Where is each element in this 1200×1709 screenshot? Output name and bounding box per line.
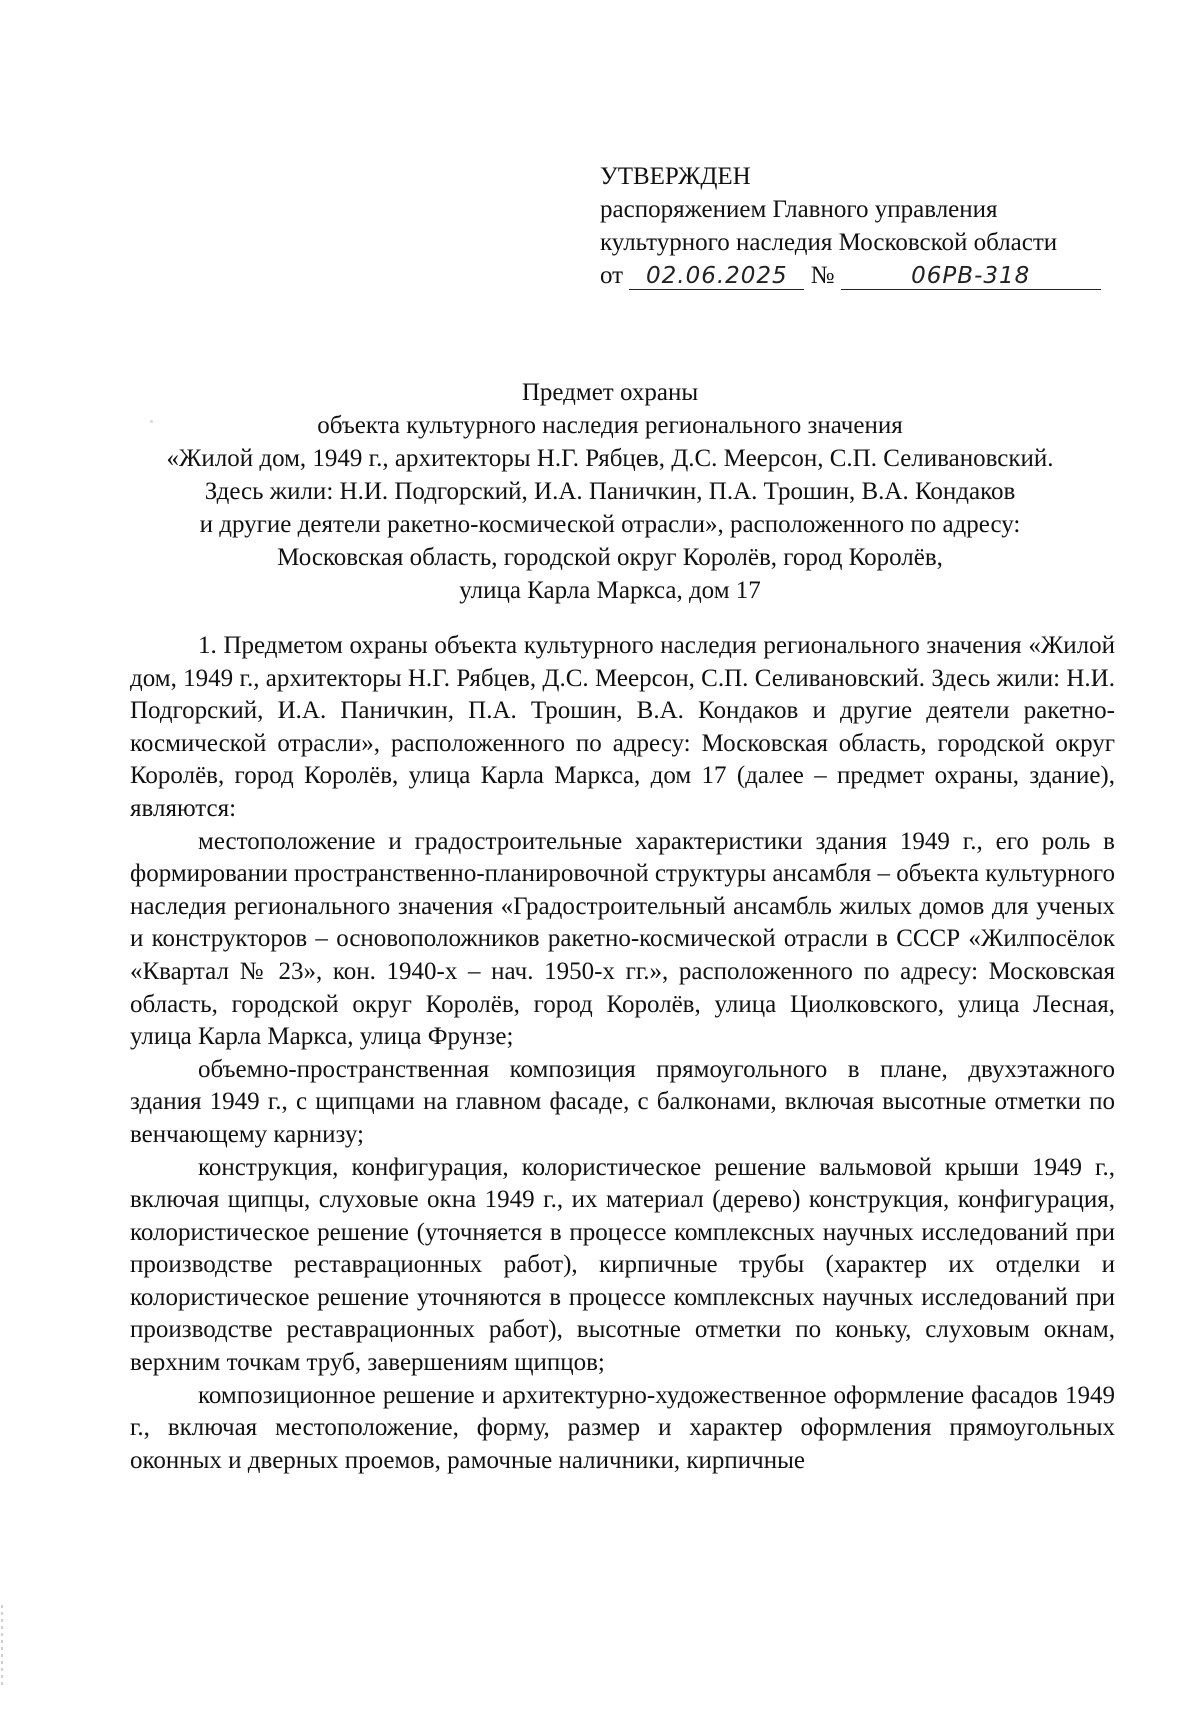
approval-line-2: культурного наследия Московской области [600, 229, 1058, 256]
title-line: улица Карла Маркса, дом 17 [459, 577, 761, 604]
approval-block [600, 160, 1100, 292]
title-line: Здесь жили: Н.И. Подгорский, И.А. Паничкин, П.А. Трошин, В.А. Кондаков [204, 478, 1016, 505]
approval-line-1: распоряжением Главного управления [600, 196, 998, 223]
body-paragraph: композиционное решение и архитектурно-художественное оформление фасадов 1949 г., включая местоположение, форму, размер и характер оформления прямоугольных оконных и дверных проемов, рамочные наличники, кирпичные [130, 1381, 1115, 1474]
title-line: Предмет охраны [521, 379, 699, 406]
body-paragraph: конструкция, конфигурация, колористическое решение вальмовой крыши 1949 г., включая щипцы, слуховые окна 1949 г., их материал (дерево) конструкция, конфигурация, колористическое решение (уточняется в процессе комплексных научных исследований при производстве реставрационных работ), кирпичные трубы (характер их отделки и колористическое решение уточняются в процессе комплексных научных исследований при производстве реставрационных работ), высотные отметки по коньку, слуховым окнам, верхним точкам труб, завершениям щипцов; [130, 1153, 1115, 1377]
title-line: и другие деятели ракетно-космической отрасли», расположенного по адресу: [199, 511, 1021, 538]
document-title [120, 376, 1100, 607]
body-paragraph: местоположение и градостроительные характеристики здания 1949 г., его роль в формировании пространственно-планировочной структуры ансамбля – объекта культурного наследия регионального значения «Градостроительный ансамбль жилых домов для ученых и конструкторов – основоположников ракетно-космической отрасли в СССР «Жилпосёлок «Квартал № 23», кон. 1940-х – нач. 1950-х гг.», расположенного по адресу: Московская область, городской округ Королёв, город Королёв, улица Циолковского, улица Лесная, улица Карла Маркса, улица Фрунзе; [130, 827, 1115, 1051]
number-sign: № [810, 262, 835, 289]
scan-edge-mark [1, 1605, 3, 1685]
body-paragraph: 1. Предметом охраны объекта культурного наследия регионального значения «Жилой дом, 1949 г., архитекторы Н.Г. Рябцев, Д.С. Меерсон, С.П. Селивановский. Здесь жили: Н.И. Подгорский, И.А. Паничкин, П.А. Трошин, В.А. Кондаков и другие деятели ракетно-космической отрасли», расположенного по адресу: Московская область, городской округ Королёв, город Королёв, улица Карла Маркса, дом 17 (далее – предмет охраны, здание), являются: [130, 632, 1115, 822]
handwritten-date: 02.06.2025 [629, 263, 804, 290]
title-line: «Жилой дом, 1949 г., архитекторы Н.Г. Рябцев, Д.С. Меерсон, С.П. Селивановский. [166, 445, 1054, 472]
date-prefix: от [600, 262, 624, 289]
body-paragraph: объемно-пространственная композиция прямоугольного в плане, двухэтажного здания 1949 г., с щипцами на главном фасаде, с балконами, включая высотные отметки по венчающему карнизу; [130, 1055, 1115, 1148]
approval-heading: УТВЕРЖДЕН [600, 163, 751, 190]
title-line: Московская область, городской округ Королёв, город Королёв, [277, 544, 943, 571]
approval-date-line [600, 259, 1100, 292]
title-line: объекта культурного наследия регионального значения [317, 412, 903, 439]
handwritten-number: 06РВ-318 [841, 263, 1101, 290]
document-body [130, 630, 1115, 1477]
